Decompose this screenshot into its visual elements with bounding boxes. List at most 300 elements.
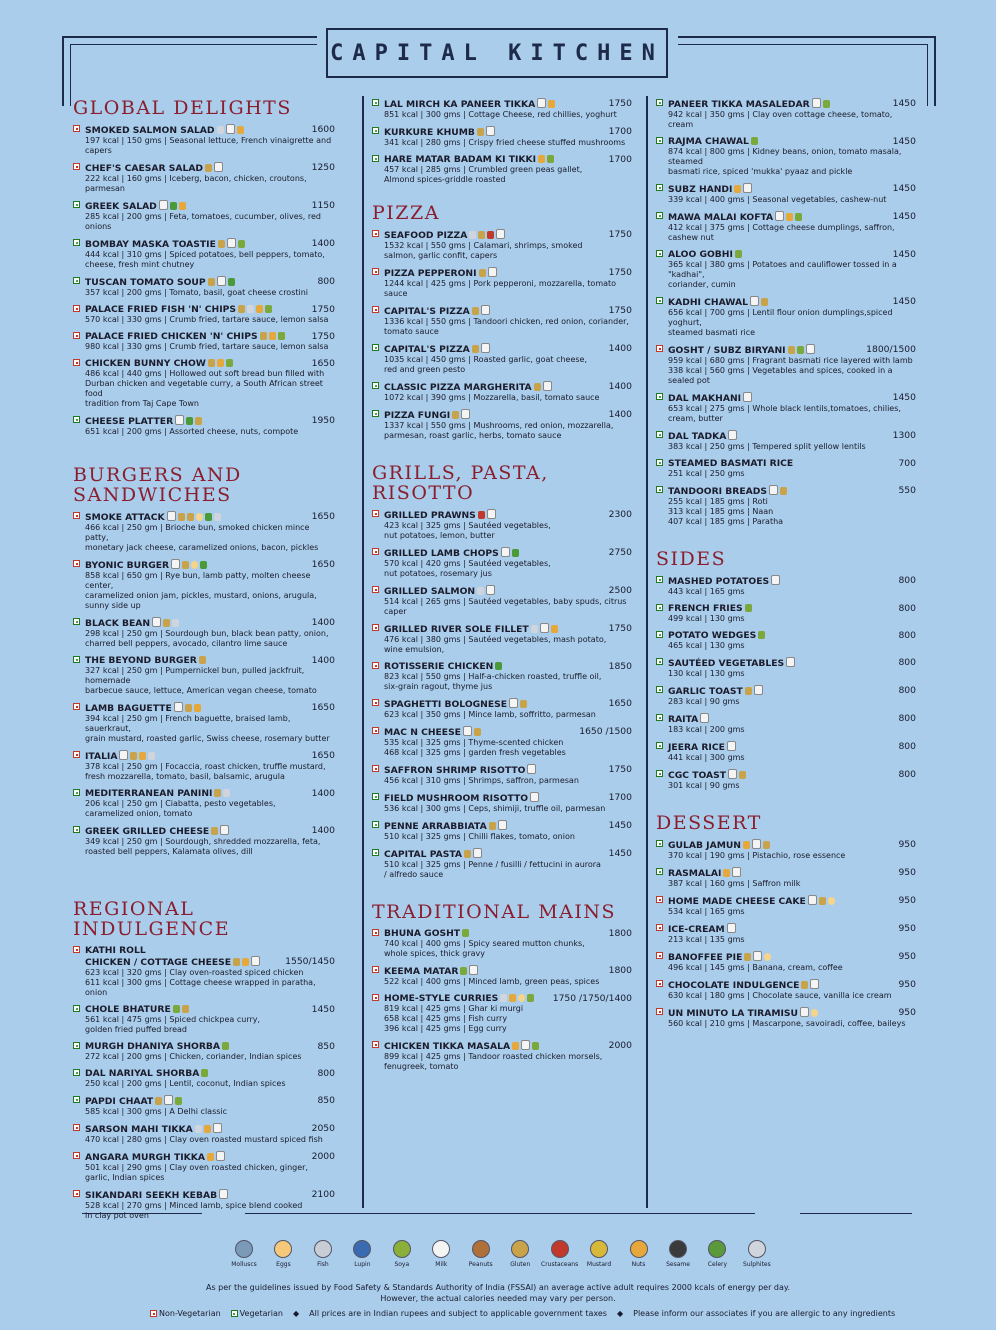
item-description: 396 kcal | 425 gms | Egg curry: [384, 1024, 507, 1033]
item-name: SUBZ HANDI: [656, 183, 916, 195]
nonveg-icon: [73, 359, 80, 366]
soya-icon: [460, 967, 467, 975]
legend-label: Soya: [394, 1261, 410, 1268]
item-name: BHUNA GOSHT: [372, 928, 632, 939]
nonveg-icon: [73, 751, 80, 758]
gluten-icon: [761, 298, 768, 306]
soya-icon: [532, 1042, 539, 1050]
fish-icon: [500, 994, 507, 1002]
item-name: FIELD MUSHROOM RISOTTO: [372, 792, 632, 804]
item-price: 950: [898, 1007, 916, 1018]
fish-icon: [469, 231, 476, 239]
fish-icon: [314, 1240, 332, 1258]
item-description: charred bell peppers, avocado, cilantro lime sauce: [85, 639, 288, 648]
item-price: 1850: [608, 661, 632, 672]
nonveg-icon: [656, 345, 663, 352]
item-description: fenugreek, tomato: [384, 1062, 459, 1071]
fish-icon: [223, 789, 230, 797]
menu-item: [73, 1041, 335, 1062]
item-name: RAITA: [656, 713, 916, 725]
item-price: 2500: [608, 585, 632, 596]
menu-item: [656, 867, 916, 889]
legend-item: [465, 1240, 497, 1269]
veg-icon: [656, 686, 663, 693]
item-description: in clay pot oven: [85, 1211, 149, 1220]
gluten-icon: [208, 278, 215, 286]
item-description: 250 kcal | 200 gms | Lentil, coconut, Indian spices: [85, 1079, 286, 1088]
item-description: garlic, Indian spices: [85, 1173, 165, 1182]
eggs-icon: [764, 953, 771, 961]
milk-icon: [469, 965, 478, 975]
legend-item: [228, 1240, 260, 1269]
item-description: 874 kcal | 800 gms | Kidney beans, onion, tomato masala, steamed: [668, 147, 902, 166]
legend-item: [425, 1240, 457, 1269]
item-price: 1750: [311, 304, 335, 315]
nonveg-icon: [73, 163, 80, 170]
item-name: MEDITERRANEAN PANINI: [73, 788, 335, 799]
gluten-icon: [218, 240, 225, 248]
item-description: barbecue sauce, lettuce, American vegan cheese, tomato: [85, 686, 317, 695]
nuts-icon: [734, 185, 741, 193]
item-description: 561 kcal | 475 gms | Spiced chickpea curry,: [85, 1015, 261, 1024]
nonveg-icon: [372, 306, 379, 313]
item-description: 327 kcal | 250 gm | Pumpernickel bun, pulled jackfruit, homemade: [85, 666, 305, 685]
item-name: UN MINUTO LA TIRAMISU: [656, 1007, 916, 1019]
item-description: 658 kcal | 425 gms | Fish curry: [384, 1014, 508, 1023]
nonveg-icon: [372, 966, 379, 973]
veg-icon: [656, 393, 663, 400]
menu-section: [372, 203, 632, 441]
frame-right-v2: [927, 44, 928, 106]
menu-item: [73, 511, 335, 553]
item-description: cashew nut: [668, 233, 714, 242]
nonveg-icon: [73, 512, 80, 519]
nonveg-icon: [73, 1190, 80, 1197]
veg-icon: [656, 137, 663, 144]
item-description: 407 kcal | 185 gms | Paratha: [668, 517, 784, 526]
footer-veg-label: Vegetarian: [239, 1309, 283, 1318]
item-price: 1300: [892, 430, 916, 441]
menu-item: [372, 661, 632, 692]
item-description: 510 kcal | 325 gms | Penne / fusilli / fettucini in aurora: [384, 860, 601, 869]
item-name: BLACK BEAN: [73, 617, 335, 629]
menu-item: [73, 825, 335, 857]
milk-icon: [220, 825, 229, 835]
item-name: ALOO GOBHI: [656, 249, 916, 260]
milk-icon: [167, 511, 176, 521]
nuts-icon: [217, 359, 224, 367]
menu-section: [372, 463, 632, 880]
item-price: 950: [898, 979, 916, 990]
item-price: 1650: [608, 698, 632, 709]
item-description: 510 kcal | 325 gms | Chilli flakes, tomato, onion: [384, 832, 575, 841]
item-description: 514 kcal | 265 gms | Sautéed vegetables, baby spuds, citrus caper: [384, 597, 627, 616]
veg-icon: [656, 658, 663, 665]
item-price: 1650: [311, 511, 335, 522]
item-name: KADHI CHAWAL: [656, 296, 916, 308]
item-price: 800: [898, 741, 916, 752]
item-price: 1650: [311, 702, 335, 713]
item-price: 1750: [608, 98, 632, 109]
diamond-icon: ◆: [616, 1309, 624, 1318]
soya-icon: [462, 929, 469, 937]
item-name: MAC N CHEESE: [372, 726, 632, 738]
item-name: CGC TOAST: [656, 769, 916, 781]
gluten-icon: [472, 345, 479, 353]
item-price: 800: [898, 713, 916, 724]
item-name: GREEK SALAD: [73, 200, 335, 212]
veg-icon: [73, 618, 80, 625]
milk-icon: [216, 1151, 225, 1161]
item-name: POTATO WEDGES: [656, 630, 916, 641]
milk-icon: [775, 211, 784, 221]
item-name: KURKURE KHUMB: [372, 126, 632, 138]
item-price: 950: [898, 951, 916, 962]
menu-item: [656, 344, 916, 386]
item-description: 206 kcal | 250 gm | Ciabatta, pesto vegetables,: [85, 799, 276, 808]
menu-item: [73, 1151, 335, 1183]
milk-icon: [786, 657, 795, 667]
nonveg-icon: [372, 510, 379, 517]
item-description: six-grain ragout, thyme jus: [384, 682, 493, 691]
legend-item: [701, 1240, 733, 1269]
menu-item: [372, 409, 632, 441]
item-description: 1337 kcal | 550 gms | Mushrooms, red onion, mozzarella,: [384, 421, 614, 430]
item-price: 1800: [608, 928, 632, 939]
menu-column-2: [372, 98, 632, 1078]
gluten-icon: [155, 1097, 162, 1105]
item-description: 197 kcal | 150 gms | Seasonal lettuce, French vinaigrette and capers: [85, 136, 332, 155]
item-description: grain mustard, roasted garlic, Swiss cheese, rosemary butter: [85, 734, 330, 743]
milk-icon: [752, 839, 761, 849]
gluten-icon: [801, 981, 808, 989]
gluten-icon: [472, 307, 479, 315]
nuts-icon: [512, 1042, 519, 1050]
milk-icon: [119, 750, 128, 760]
menu-column-1: [73, 98, 335, 1227]
menu-item: [656, 657, 916, 679]
item-name: SARSON MAHI TIKKA: [73, 1123, 335, 1135]
item-price: 1700: [608, 126, 632, 137]
fish-icon: [148, 752, 155, 760]
menu-item: [372, 820, 632, 842]
item-description: 819 kcal | 425 gms | Ghar ki murgi: [384, 1004, 524, 1013]
gluten-icon: [260, 332, 267, 340]
item-name: TANDOORI BREADS: [656, 485, 916, 497]
menu-item: [73, 750, 335, 782]
legend-label: Mustard: [586, 1261, 612, 1268]
item-description: cream, butter: [668, 414, 723, 423]
item-description: 470 kcal | 280 gms | Clay oven roasted mustard spiced fish: [85, 1135, 323, 1144]
item-description: 313 kcal | 185 gms | Naan: [668, 507, 774, 516]
item-description: 942 kcal | 350 gms | Clay oven cottage cheese, tomato, cream: [668, 110, 893, 129]
column-separator-1: [362, 96, 364, 1208]
item-price: 2000: [311, 1151, 335, 1162]
item-description: 339 kcal | 400 gms | Seasonal vegetables, cashew-nut: [668, 195, 887, 204]
legend-label: Sesame: [666, 1261, 690, 1268]
soya-icon: [226, 359, 233, 367]
item-description: fresh mozzarella, tomato, basil, balsamic, arugula: [85, 772, 285, 781]
milk-icon: [537, 98, 546, 108]
menu-item: [73, 945, 335, 998]
gluten-icon: [780, 487, 787, 495]
item-price: 1450: [892, 211, 916, 222]
milk-icon: [481, 305, 490, 315]
item-description: 412 kcal | 375 gms | Cottage cheese dumplings, saffron,: [668, 223, 895, 232]
milk-icon: [509, 698, 518, 708]
item-price: 1750: [608, 764, 632, 775]
item-description: nut potatoes, lemon, butter: [384, 531, 495, 540]
milk-icon: [488, 267, 497, 277]
menu-item: [372, 126, 632, 148]
nonveg-icon: [656, 896, 663, 903]
item-description: coriander, cumin: [668, 280, 736, 289]
menu-item: [656, 741, 916, 763]
gluten-icon: [534, 383, 541, 391]
item-name: ICE-CREAM: [656, 923, 916, 935]
item-description: 623 kcal | 350 gms | Mince lamb, soffritto, parmesan: [384, 710, 596, 719]
item-name: SAFFRON SHRIMP RISOTTO: [372, 764, 632, 776]
nonveg-icon: [73, 703, 80, 710]
legend-item: [504, 1240, 536, 1269]
legend-label: Sulphites: [743, 1261, 771, 1268]
item-description: 285 kcal | 200 gms | Feta, tomatoes, cucumber, olives, red onions: [85, 212, 321, 231]
milk-icon: [753, 951, 762, 961]
celery-icon: [228, 278, 235, 286]
nuts-icon: [179, 202, 186, 210]
gluten-icon: [479, 269, 486, 277]
menu-item: [372, 698, 632, 720]
celery-icon: [512, 549, 519, 557]
nonveg-icon: [372, 268, 379, 275]
item-description: 301 kcal | 90 gms: [668, 781, 740, 790]
item-name: TUSCAN TOMATO SOUP: [73, 276, 335, 288]
item-name: LAMB BAGUETTE: [73, 702, 335, 714]
milk-icon: [214, 162, 223, 172]
item-name-2: CHICKEN / COTTAGE CHEESE: [73, 956, 335, 968]
item-name: CAPITAL'S PIZZA: [372, 305, 632, 317]
item-description: basmati rice, spiced 'mukka' pyaaz and pickle: [668, 167, 853, 176]
item-price: 700: [898, 458, 916, 469]
item-name: HARE MATAR BADAM KI TIKKI: [372, 154, 632, 165]
soya-icon: [175, 1097, 182, 1105]
nonveg-icon: [73, 946, 80, 953]
menu-item: [656, 979, 916, 1001]
item-description: monetary jack cheese, caramelized onions, bacon, pickles: [85, 543, 319, 552]
veg-icon: [656, 742, 663, 749]
veg-icon: [656, 576, 663, 583]
item-description: 653 kcal | 275 gms | Whole black lentils,tomatoes, chilies,: [668, 404, 901, 413]
nuts-icon: [786, 213, 793, 221]
gluten-icon: [178, 513, 185, 521]
item-description: Almond spices-griddle roasted: [384, 175, 506, 184]
milk-icon: [159, 200, 168, 210]
item-description: nut potatoes, rosemary jus: [384, 569, 492, 578]
item-name: MASHED POTATOES: [656, 575, 916, 587]
footer-nonveg-label: Non-Vegetarian: [159, 1309, 221, 1318]
item-price: 950: [898, 867, 916, 878]
item-description: 536 kcal | 300 gms | Ceps, shimiji, truffle oil, parmesan: [384, 804, 606, 813]
gluten-icon: [233, 958, 240, 966]
menu-column-3: [656, 98, 916, 1035]
veg-icon: [656, 297, 663, 304]
frame-left-v: [62, 36, 64, 106]
veg-icon: [372, 382, 379, 389]
item-price: 1650: [311, 358, 335, 369]
milk-icon: [496, 229, 505, 239]
nonveg-icon: [73, 1152, 80, 1159]
sesame-icon: [669, 1240, 687, 1258]
item-description: 858 kcal | 650 gm | Rye bun, lamb patty, molten cheese center,: [85, 571, 311, 590]
item-price: 1650: [311, 559, 335, 570]
nonveg-icon: [372, 994, 379, 1001]
item-description: 1244 kcal | 425 gms | Pork pepperoni, mozzarella, tomato sauce: [384, 279, 617, 298]
item-name: DAL TADKA: [656, 430, 916, 442]
item-name: GRILLED PRAWNS: [372, 509, 632, 521]
menu-item: [372, 343, 632, 375]
fish-icon: [531, 625, 538, 633]
soya-icon: [751, 137, 758, 145]
menu-section: [73, 98, 335, 437]
milk-icon: [463, 726, 472, 736]
item-description: 528 kcal | 270 gms | Minced lamb, spice blend cooked: [85, 1201, 303, 1210]
celery-icon: [708, 1240, 726, 1258]
item-description: 630 kcal | 180 gms | Chocolate sauce, vanilla ice cream: [668, 991, 892, 1000]
menu-item: [656, 603, 916, 624]
item-name: ITALIA: [73, 750, 335, 762]
item-description: 959 kcal | 680 gms | Fragrant basmati rice layered with lamb: [668, 356, 913, 365]
gluten-icon: [130, 752, 137, 760]
nuts-icon: [551, 625, 558, 633]
item-price: 1800/1500: [866, 344, 916, 355]
item-description: 651 kcal | 200 gms | Assorted cheese, nuts, compote: [85, 427, 299, 436]
nonveg-icon: [73, 305, 80, 312]
item-name: PALACE FRIED FISH 'N' CHIPS: [73, 304, 335, 315]
item-description: 851 kcal | 300 gms | Cottage Cheese, red chillies, yoghurt: [384, 110, 617, 119]
nuts-icon: [256, 305, 263, 313]
milk-icon: [498, 820, 507, 830]
menu-item: [656, 98, 916, 130]
item-price: 2050: [311, 1123, 335, 1134]
celery-icon: [495, 662, 502, 670]
menu-item: [656, 458, 916, 479]
legend-label: Lupin: [354, 1261, 371, 1268]
veg-icon: [372, 849, 379, 856]
menu-item: [73, 702, 335, 744]
soya-icon: [265, 305, 272, 313]
item-name: MURGH DHANIYA SHORBA: [73, 1041, 335, 1052]
item-name: KEEMA MATAR: [372, 965, 632, 977]
fish-icon: [477, 587, 484, 595]
item-price: 1750: [311, 331, 335, 342]
item-name: BOMBAY MASKA TOASTIE: [73, 238, 335, 250]
menu-item: [656, 430, 916, 452]
item-price: 1400: [608, 381, 632, 392]
item-name: SEAFOOD PIZZA: [372, 229, 632, 241]
frame-right-top-h2: [678, 44, 928, 45]
milk-icon: [728, 430, 737, 440]
item-name: GOSHT / SUBZ BIRYANI: [656, 344, 916, 356]
milk-icon: [501, 547, 510, 557]
menu-item: [656, 392, 916, 424]
item-name: THE BEYOND BURGER: [73, 655, 335, 666]
menu-item: [73, 162, 335, 194]
item-description: 456 kcal | 310 gms | Shrimps, saffron, parmesan: [384, 776, 579, 785]
veg-icon: [656, 184, 663, 191]
menu-item: [656, 951, 916, 973]
legend-item: [267, 1240, 299, 1269]
menu-item: [372, 305, 632, 337]
milk-icon: [727, 741, 736, 751]
soya-icon: [547, 155, 554, 163]
legend-item: [346, 1240, 378, 1269]
fssai-note-1: As per the guidelines issued by Food Safety & Standards Authority of India (FSSAI) an average active adult requires 2000 kcals of energy per day.: [205, 1283, 791, 1292]
legend-label: Nuts: [631, 1261, 646, 1268]
frame-right-top-h: [678, 36, 936, 38]
menu-item: [372, 792, 632, 814]
item-description: 298 kcal | 250 gm | Sourdough bun, black bean patty, onion,: [85, 629, 329, 638]
milk-icon: [800, 1007, 809, 1017]
menu-item: [656, 839, 916, 861]
menu-item: [73, 559, 335, 611]
veg-icon: [372, 821, 379, 828]
gluten-icon: [489, 822, 496, 830]
veg-icon: [372, 155, 379, 162]
milk-icon: [530, 792, 539, 802]
item-price: 800: [898, 657, 916, 668]
milk-icon: [152, 617, 161, 627]
nonveg-icon: [372, 699, 379, 706]
veg-icon: [372, 410, 379, 417]
milk-icon: [543, 381, 552, 391]
item-description: 130 kcal | 130 gms: [668, 669, 745, 678]
milk-icon: [521, 1040, 530, 1050]
item-description: 444 kcal | 310 gms | Spiced potatoes, bell peppers, tomato,: [85, 250, 325, 259]
item-description: 357 kcal | 200 gms | Tomato, basil, goat cheese crostini: [85, 288, 309, 297]
nuts-icon: [139, 752, 146, 760]
nonveg-icon: [73, 332, 80, 339]
milk-icon: [432, 1240, 450, 1258]
nonveg-icon: [73, 1124, 80, 1131]
item-description: whole spices, thick gravy: [384, 949, 485, 958]
legend-item: [307, 1240, 339, 1269]
item-name: PALACE FRIED CHICKEN 'N' CHIPS: [73, 331, 335, 342]
item-description: 823 kcal | 550 gms | Half-a-chicken roasted, truffle oil,: [384, 672, 602, 681]
item-description: 496 kcal | 145 gms | Banana, cream, coffee: [668, 963, 843, 972]
nonveg-icon: [656, 1008, 663, 1015]
menu-item: [73, 124, 335, 156]
nonveg-icon: [73, 125, 80, 132]
gluten-icon: [195, 417, 202, 425]
section-title: GLOBAL DELIGHTS: [73, 97, 292, 119]
fish-icon: [195, 1125, 202, 1133]
menu-item: [656, 575, 916, 597]
item-description: caramelized onion, tomato: [85, 809, 193, 818]
celery-icon: [200, 561, 207, 569]
menu-section: [372, 98, 632, 185]
veg-icon: [73, 1042, 80, 1049]
menu-item: [656, 211, 916, 243]
item-price: 1450: [608, 820, 632, 831]
item-description: 535 kcal | 325 gms | Thyme-scented chicken: [384, 738, 564, 747]
item-price: 1400: [311, 825, 335, 836]
item-name: PAPDI CHAAT: [73, 1095, 335, 1107]
item-description: Durban chicken and vegetable curry, a South African street food: [85, 379, 323, 398]
footer-nonveg: [150, 1309, 221, 1318]
footer-allergy: Please inform our associates if you are allergic to any ingredients: [633, 1309, 896, 1318]
item-price: 1750: [608, 267, 632, 278]
milk-icon: [217, 276, 226, 286]
